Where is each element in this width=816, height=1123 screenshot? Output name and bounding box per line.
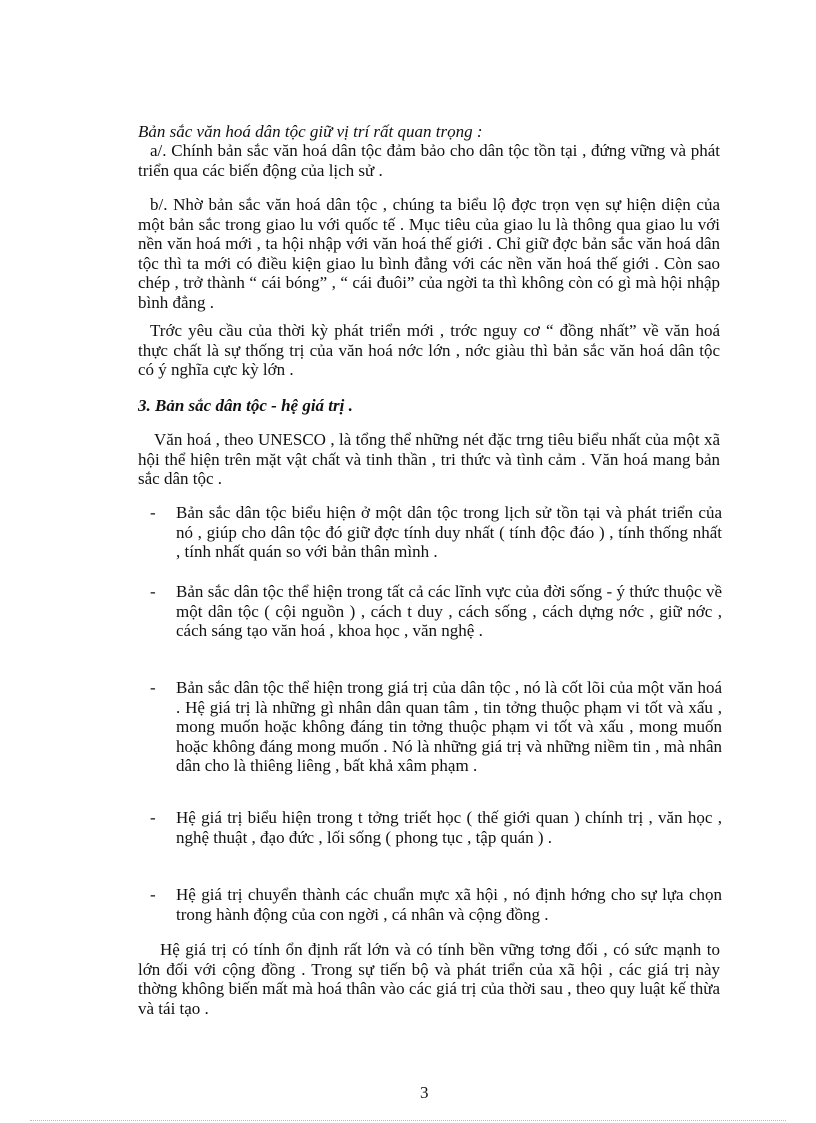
paragraph-c: Trớc yêu cầu của thời kỳ phát triển mới , trớc nguy cơ “ đồng nhất” về văn hoá thực chất là sự thống trị của văn hoá nớc lớn , nớc giàu thì bản sắc văn hoá dân tộc có ý nghĩa cực kỳ lớn . bbox=[138, 321, 720, 379]
list-item bbox=[150, 808, 722, 847]
section-heading: 3. Bản sắc dân tộc - hệ giá trị . bbox=[138, 396, 353, 415]
list-item bbox=[150, 582, 722, 641]
bullet-marker: - bbox=[150, 885, 156, 904]
list-item-text: Bản sắc dân tộc thể hiện trong giá trị của dân tộc , nó là cốt lõi của một văn hoá . Hệ giá trị là những gì nhân dân quan tâm , tin tởng thuộc phạm vi tốt và xấu , mong muốn hoặc không đáng tin tởng thuộc phạm vi tốt và xấu , mong muốn hoặc không đáng mong muốn . Nó là những giá trị và những niềm tin , mà nhân dân cho là thiêng liêng , bất khả xâm phạm . bbox=[176, 678, 722, 775]
bullet-marker: - bbox=[150, 582, 156, 601]
list-item-text: Hệ giá trị chuyển thành các chuẩn mực xã hội , nó định hớng cho sự lựa chọn trong hành động của con ngời , cá nhân và cộng đồng . bbox=[176, 885, 722, 924]
bullet-marker: - bbox=[150, 678, 156, 697]
list-item bbox=[150, 885, 722, 924]
list-item bbox=[150, 678, 722, 776]
footer-divider bbox=[30, 1120, 786, 1121]
page-number: 3 bbox=[420, 1083, 429, 1102]
paragraph-a: a/. Chính bản sắc văn hoá dân tộc đảm bảo cho dân tộc tồn tại , đứng vững và phát triển qua các biến động của lịch sử . bbox=[138, 141, 720, 180]
list-item-text: Bản sắc dân tộc thể hiện trong tất cả các lĩnh vực của đời sống - ý thức thuộc về một dân tộc ( cội nguồn ) , cách t duy , cách sống , cách dựng nớc , giữ nớc , cách sáng tạo văn hoá , khoa học , văn nghệ . bbox=[176, 582, 722, 640]
section-intro-paragraph: Văn hoá , theo UNESCO , là tổng thể những nét đặc trng tiêu biểu nhất của một xã hội thể hiện trên mặt vật chất và tinh thần , tri thức và tình cảm . Văn hoá mang bản sắc dân tộc . bbox=[138, 430, 720, 488]
closing-paragraph: Hệ giá trị có tính ổn định rất lớn và có tính bền vững tơng đối , có sức mạnh to lớn đối với cộng đồng . Trong sự tiến bộ và phát triển của xã hội , các giá trị này thờng không biến mất mà hoá thân vào các giá trị của thời sau , theo quy luật kế thừa và tái tạo . bbox=[138, 940, 720, 1018]
bullet-marker: - bbox=[150, 808, 156, 827]
intro-title: Bản sắc văn hoá dân tộc giữ vị trí rất quan trọng : bbox=[138, 122, 483, 141]
paragraph-b: b/. Nhờ bản sắc văn hoá dân tộc , chúng ta biểu lộ đợc trọn vẹn sự hiện diện của một bản sắc trong giao lu với quốc tế . Mục tiêu của giao lu là thông qua giao lu với nền văn hoá mới , ta hội nhập với văn hoá thế giới . Chỉ giữ đợc bản sắc văn hoá dân tộc thì ta mới có điều kiện giao lu bình đẳng với các nền văn hoá thế giới . Còn sao chép , trở thành “ cái bóng” , “ cái đuôi” của ngời ta thì không còn có gì mà hội nhập bình đẳng . bbox=[138, 195, 720, 312]
list-item bbox=[150, 503, 722, 562]
list-item-text: Bản sắc dân tộc biểu hiện ở một dân tộc trong lịch sử tồn tại và phát triển của nó , giúp cho dân tộc đó giữ đợc tính duy nhất ( tính độc đáo ) , tính thống nhất , tính nhất quán so với bản thân mình . bbox=[176, 503, 722, 561]
list-item-text: Hệ giá trị biểu hiện trong t tởng triết học ( thế giới quan ) chính trị , văn học , nghệ thuật , đạo đức , lối sống ( phong tục , tập quán ) . bbox=[176, 808, 722, 847]
bullet-marker: - bbox=[150, 503, 156, 522]
